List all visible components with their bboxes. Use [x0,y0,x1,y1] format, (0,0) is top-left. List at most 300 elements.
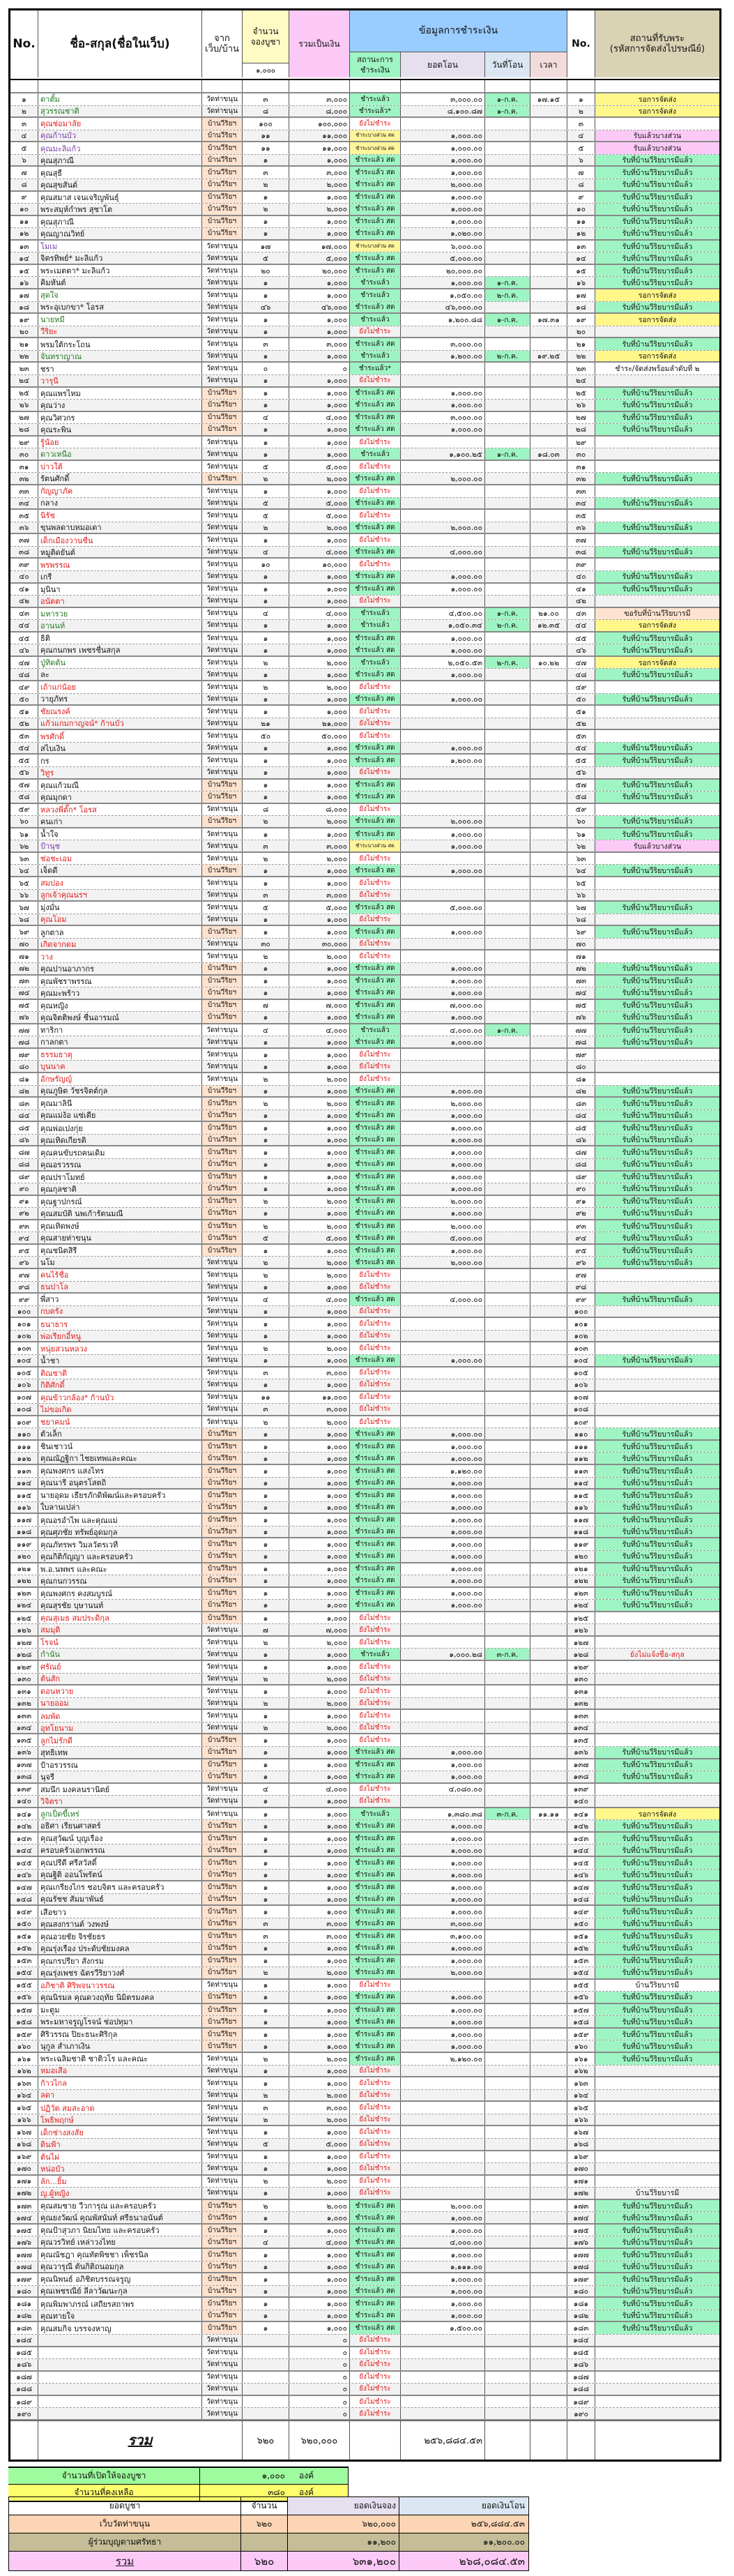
row-from: วัดท่าขนุน [202,706,243,718]
row-name: บ่าวใต้ [38,461,202,473]
row-amount [401,1734,485,1746]
row-amount: ๒๐,๐๐๐.๐๐ [401,265,485,277]
row-place [595,2139,719,2150]
table-row [10,950,719,963]
table-row [10,1318,719,1331]
row-no: ๑๐๓ [10,1342,38,1354]
row-no2: ๑๕๓ [567,1955,595,1967]
row-no: ๑๗๘ [10,2261,38,2273]
row-name: คุณภูษิต วัชรจิตต์กุล [38,1086,202,1097]
row-date [485,853,530,865]
row-name: หมูติดยันต์ [38,547,202,558]
row-no: ๑๗๓ [10,2200,38,2212]
row-time [530,498,567,509]
row-total: ๒,๐๐๐ [289,1416,350,1428]
row-no: ๑๐ [10,204,38,215]
row-qty: ๑ [243,1453,289,1464]
row-name: คุณกนกพร เพชรชื่นสกุล [38,644,202,656]
row-time [530,1833,567,1844]
row-time [530,1624,567,1635]
row-date [485,1575,530,1586]
row-no: ๑๐๒ [10,1331,38,1342]
row-place [595,718,719,729]
row-name: คุณทายใจ [38,2310,202,2321]
row-qty: ๑ [243,1172,289,1183]
row-total: ๐ [289,2384,350,2395]
row-date [485,1282,530,1293]
row-no: ๑๐๕ [10,1367,38,1379]
row-pay-status: ชำระแล้ว สด [350,473,401,484]
row-no2: ๑๘๘ [567,2384,595,2395]
row-pay-status: ยังไม่ชำระ [350,1342,401,1354]
row-from: บ้านวีริยฯ [202,1894,243,1905]
row-total: ๒,๐๐๐ [289,1196,350,1208]
row-place [595,1624,719,1635]
row-no: ๑๓๐ [10,1674,38,1685]
row-no2: ๘๒ [567,1086,595,1097]
row-qty: ๕๐ [243,730,289,742]
row-place: รับที่บ้านวีริยบารมีแล้ว [595,228,719,239]
row-place: รับที่บ้านวีริยบารมีแล้ว [595,302,719,313]
row-amount: ๖,๐๐๐.๐๐ [401,241,485,252]
row-date [485,767,530,778]
row-qty: ๑ [243,1441,289,1453]
row-date [485,2188,530,2199]
row-pay-status: ชำระแล้ว สด [350,1833,401,1844]
table-row [10,1269,719,1282]
table-row [10,252,719,265]
row-place: รับที่บ้านวีริยบารมีแล้ว [595,1918,719,1930]
row-name: คุณศุภชัย ทรัพย์อุดมกุล [38,1526,202,1538]
row-place: รับที่บ้านวีริยบารมีแล้ว [595,265,719,277]
row-amount: ๑,๐๐๐.๐๐ [401,865,485,876]
row-total: ๑,๐๐๐ [289,1379,350,1391]
row-pay-status: ยังไม่ชำระ [350,1318,401,1330]
row-date [485,681,530,693]
table-row [10,1967,719,1980]
row-pay-status: ชำระแล้ว สด [350,1490,401,1501]
table-row [10,1073,719,1086]
row-qty: ๑ [243,1685,289,1697]
row-pay-status: ชำระแล้ว สด [350,1551,401,1562]
row-time [530,1000,567,1012]
row-date [485,2310,530,2321]
row-qty: ๑ [243,1588,289,1600]
row-time [530,694,567,705]
row-no: ๖๐ [10,816,38,827]
row-place [595,326,719,338]
row-no2: ๑๐๐ [567,1306,595,1317]
row-no: ๑๗๗ [10,2249,38,2261]
row-date [485,204,530,215]
row-amount: ๑,๐๐๐.๐๐ [401,694,485,705]
row-no: ๖๘ [10,914,38,925]
summary-row-total [9,2552,528,2570]
row-name: มุ่งมั่น [38,902,202,914]
row-date [485,2322,530,2334]
row-name: คุณช่อมาลัย [38,118,202,130]
table-row [10,363,719,375]
row-amount [401,1674,485,1685]
row-total: ๑๑,๐๐๐ [289,142,350,154]
row-date [485,976,530,987]
row-time [530,2114,567,2126]
row-time [530,522,567,533]
row-date [485,1796,530,1807]
row-time [530,681,567,693]
table-row [10,559,719,571]
row-total: ๑,๐๐๐ [289,1955,350,1967]
row-no: ๑๑๘ [10,1526,38,1538]
row-no2: ๑๘๕ [567,2347,595,2359]
row-qty: ๒ [243,1967,289,1978]
row-pay-status: ชำระแล้ว สด [350,1992,401,2003]
row-place: รับที่บ้านวีริยบารมีแล้ว [595,1428,719,1439]
row-name: จิตรทิพย์* มะลิแก้ว [38,252,202,264]
row-amount: ๑,๐๐๐.๐๐ [401,1563,485,1575]
row-qty: ๑ [243,375,289,386]
row-pay-status: ยังไม่ชำระ [350,2176,401,2188]
row-pay-status: ยังไม่ชำระ [350,950,401,962]
table-row [10,1306,719,1319]
row-from: บ้านวีริยฯ [202,228,243,239]
row-pay-status: ชำระแล้ว [350,1808,401,1820]
table-row [10,510,719,522]
row-time [530,2066,567,2077]
row-total: ๒,๐๐๐ [289,2053,350,2065]
row-total: ๑,๐๐๐ [289,926,350,938]
row-qty: ๑ [243,277,289,288]
row-amount: ๑,๐๐๐.๐๐ [401,1135,485,1146]
row-amount: ๑,๐๐๐.๐๐ [401,1906,485,1918]
row-no2: ๒๘ [567,424,595,435]
row-qty: ๑ [243,1478,289,1489]
row-time [530,1428,567,1439]
row-name: มหารวย [38,608,202,620]
row-place [595,681,719,693]
row-from: บ้านวีริยฯ [202,2298,243,2310]
table-row [10,93,719,106]
row-date [485,534,530,546]
row-amount: ๑,๐๐๐.๐๐ [401,644,485,656]
row-name: ไม่ขอเกิด [38,1404,202,1415]
row-qty: ๔ [243,412,289,424]
row-date [485,2029,530,2040]
row-amount: ๒,๑๒๐.๐๐ [401,2053,485,2065]
row-pay-status: ชำระแล้ว สด [350,1172,401,1183]
row-total: ๑,๐๐๐ [289,155,350,166]
row-no2: ๑๒ [567,228,595,239]
row-name: อานนท์ [38,620,202,631]
summary-total-label: รวม [115,2554,135,2568]
table-row [10,596,719,608]
row-name: ญ.ผู้หญิง [38,2188,202,2199]
row-no: ๑๕๓ [10,1955,38,1967]
row-time [530,1061,567,1072]
row-no2: ๑๔ [567,252,595,264]
row-time [530,1844,567,1856]
row-place [595,2151,719,2163]
table-row [10,780,719,792]
row-qty: ๑ [243,1612,289,1624]
row-date [485,1844,530,1856]
row-date [485,1759,530,1771]
row-no: ๑ [10,93,38,105]
row-pay-status: ยังไม่ชำระ [350,326,401,338]
row-no: ๑๔๒ [10,1820,38,1831]
row-place [595,2372,719,2384]
row-time [530,1331,567,1342]
row-no: ๕๑ [10,706,38,718]
row-name: กิติศักดิ์ [38,1379,202,1391]
row-place [595,1698,719,1709]
row-place [595,1612,719,1624]
row-no2: ๓๖ [567,522,595,533]
row-no: ๑๑๑ [10,1441,38,1453]
row-no: ๙๘ [10,1282,38,1293]
row-name: คุณเทิดพงษ์ [38,1220,202,1232]
row-date: ๑-ก.ค. [485,608,530,620]
row-date [485,1404,530,1415]
row-no: ๒๖ [10,400,38,411]
row-place [595,1710,719,1722]
row-name: นายออม [38,1698,202,1709]
row-no2: ๑๖๕ [567,2102,595,2114]
row-total: ๑,๐๐๐ [289,1649,350,1660]
row-qty: ๑ [243,1208,289,1219]
table-row [10,1747,719,1759]
row-no: ๑๗๙ [10,2273,38,2285]
row-name: คุณสุภาณี [38,216,202,228]
row-date [485,1342,530,1354]
row-total: ๑,๐๐๐ [289,2273,350,2285]
row-total: ๓,๐๐๐ [289,1930,350,1942]
row-total: ๑,๐๐๐ [289,1563,350,1575]
row-qty: ๑๑ [243,130,289,142]
row-amount [401,559,485,570]
row-time [530,1355,567,1366]
row-time [530,1771,567,1782]
row-total: ๑,๐๐๐ [289,1661,350,1673]
row-place: รับที่บ้านวีริยบารมีแล้ว [595,473,719,484]
row-total: ๑,๐๐๐ [289,1135,350,1146]
row-no: ๘ [10,179,38,190]
row-no: ๑๑๒ [10,1453,38,1464]
table-row [10,2016,719,2029]
row-name: ก้าวไกล [38,2077,202,2089]
row-no2: ๖ [567,155,595,166]
row-total: ๑,๐๐๐ [289,669,350,680]
row-name: ดินฟ้า [38,2139,202,2150]
table-row [10,1820,719,1833]
row-place [595,914,719,925]
row-time [530,1894,567,1905]
row-total: ๐ [289,2372,350,2384]
row-date [485,1318,530,1330]
row-qty [243,2335,289,2346]
row-no: ๑๔๖ [10,1870,38,1881]
row-place [595,437,719,448]
row-time [530,473,567,484]
row-no2: ๓๒ [567,473,595,484]
row-from: วัดท่าขนุน [202,1674,243,1685]
row-no: ๑๑๔ [10,1478,38,1489]
row-total: ๑,๐๐๐ [289,828,350,840]
row-time [530,1367,567,1379]
table-row [10,1220,719,1233]
row-qty: ๑ [243,1563,289,1575]
row-no2: ๑๒๕ [567,1612,595,1624]
row-pay-status: ชำระแล้ว สด [350,1146,401,1158]
row-time [530,412,567,424]
row-no2: ๑๗๙ [567,2273,595,2285]
row-no2: ๖๖ [567,890,595,901]
row-qty: ๑ [243,987,289,999]
row-place [595,1784,719,1796]
row-total: ๑,๐๐๐ [289,1820,350,1831]
row-place [595,1722,719,1734]
row-total: ๒,๐๐๐ [289,1073,350,1085]
row-from: วัดท่าขนุน [202,743,243,754]
row-qty: ๑ [243,596,289,607]
row-time [530,1955,567,1967]
table-row [10,1392,719,1404]
row-amount [401,1269,485,1281]
row-place: รับที่บ้านวีริยบารมีแล้ว [595,1245,719,1257]
row-no2: ๓๙ [567,559,595,570]
table-row [10,1600,719,1612]
row-qty: ๑ [243,326,289,338]
row-place: รับที่บ้านวีริยบารมีแล้ว [595,2200,719,2212]
row-date [485,1049,530,1061]
row-from: วัดท่าขนุน [202,437,243,448]
row-amount: ๑,๐๐๐.๐๐ [401,1943,485,1954]
row-date [485,816,530,827]
row-name: คุณคนขับรถคนเดิม [38,1146,202,1158]
row-from: วัดท่าขนุน [202,1808,243,1820]
row-date [485,926,530,938]
row-from: บ้านวีริยฯ [202,1551,243,1562]
row-pay-status: ยังไม่ชำระ [350,437,401,448]
summary-row-web [9,2515,528,2533]
table-row [10,265,719,278]
row-place [595,1282,719,1293]
header-payment-group: ข้อมูลการชำระเงิน [350,10,567,52]
row-time [530,289,567,301]
row-amount: ๑,๐๐๐.๐๐ [401,2016,485,2027]
row-no2: ๑๗๒ [567,2188,595,2199]
row-date [485,1992,530,2003]
row-amount: ๑,๐๐๐.๐๐ [401,204,485,215]
row-qty: ๑ [243,1600,289,1611]
table-row [10,791,719,804]
row-no: ๕๗ [10,780,38,791]
row-name: อักษรัญญ์ [38,1073,202,1085]
row-from: วัดท่าขนุน [202,2163,243,2174]
row-total: ๒,๐๐๐ [289,1257,350,1268]
row-no: ๔๖ [10,644,38,656]
row-name: คุณยงวัฒน์ คุณพัสนันท์ ศรีธนาอนันต์ [38,2212,202,2223]
row-qty: ๐ [243,363,289,374]
row-total: ๑,๐๐๐ [289,1478,350,1489]
row-qty: ๒ [243,522,289,533]
row-pay-status: ยังไม่ชำระ [350,1637,401,1649]
row-from: วัดท่าขนุน [202,914,243,925]
row-amount [401,939,485,950]
table-row [10,1784,719,1796]
row-qty: ๑ [243,1820,289,1831]
row-no2: ๖๕ [567,877,595,889]
row-amount [401,767,485,778]
row-name: ใบลานเปล่า [38,1502,202,1513]
row-amount [401,1661,485,1673]
row-place: รับที่บ้านวีริยบารมีแล้ว [595,2236,719,2248]
header-no2: No. [567,10,595,77]
row-name: คิมหันต์ [38,277,202,288]
row-pay-status: ชำระแล้ว สด [350,902,401,914]
row-place [595,1049,719,1061]
row-date [485,902,530,914]
row-date [485,2261,530,2273]
row-time [530,2176,567,2188]
row-time [530,1649,567,1660]
row-time [530,1538,567,1550]
table-row [10,179,719,192]
row-total: ๒,๐๐๐ [289,473,350,484]
row-amount: ๑,๑๑๑.๐๐ [401,2261,485,2273]
row-amount: ๒,๐๐๐.๐๐ [401,1098,485,1109]
row-date [485,1098,530,1109]
row-qty: ๑ [243,1992,289,2003]
row-time [530,1220,567,1232]
row-place: รับที่บ้านวีริยบารมีแล้ว [595,204,719,215]
row-amount: ๑,๐๐๐.๐๐ [401,1894,485,1905]
table-row [10,816,719,828]
row-date [485,1159,530,1170]
row-pay-status: ยังไม่ชำระ [350,2151,401,2163]
row-place: รับที่บ้านวีริยบารมีแล้ว [595,2273,719,2285]
row-no: ๑๓๔ [10,1722,38,1734]
row-from: วัดท่าขนุน [202,669,243,680]
table-row [10,2053,719,2066]
row-amount: ๔,๐๐๐.๐๐ [401,1294,485,1305]
row-total: ๑,๐๐๐ [289,963,350,974]
row-pay-status: ชำระแล้ว [350,314,401,326]
row-qty: ๔ [243,1784,289,1796]
row-place [595,2176,719,2188]
summary-qty [241,2533,288,2551]
row-no2: ๑๕ [567,265,595,277]
row-total: ๒,๐๐๐ [289,1220,350,1232]
row-total: ๕,๐๐๐ [289,2139,350,2150]
row-amount: ๑,๐๐๐.๐๐ [401,1538,485,1550]
row-name: พี่สาว [38,1294,202,1305]
row-date [485,2384,530,2395]
row-place: รับที่บ้านวีริยบารมีแล้ว [595,2016,719,2027]
row-no2: ๑๕๖ [567,1992,595,2003]
row-from: บ้านวีริยฯ [202,865,243,876]
row-no2: ๙๓ [567,1220,595,1232]
row-name: คุณแพรไหม [38,388,202,400]
row-name: นายหมี [38,314,202,326]
row-name: ธิติ [38,632,202,644]
row-from: วัดท่าขนุน [202,1649,243,1660]
row-qty: ๑ [243,1110,289,1121]
row-pay-status: ยังไม่ชำระ [350,2347,401,2359]
row-total: ๑,๐๐๐ [289,1441,350,1453]
row-total: ๔,๐๐๐ [289,1024,350,1036]
row-amount [401,1318,485,1330]
